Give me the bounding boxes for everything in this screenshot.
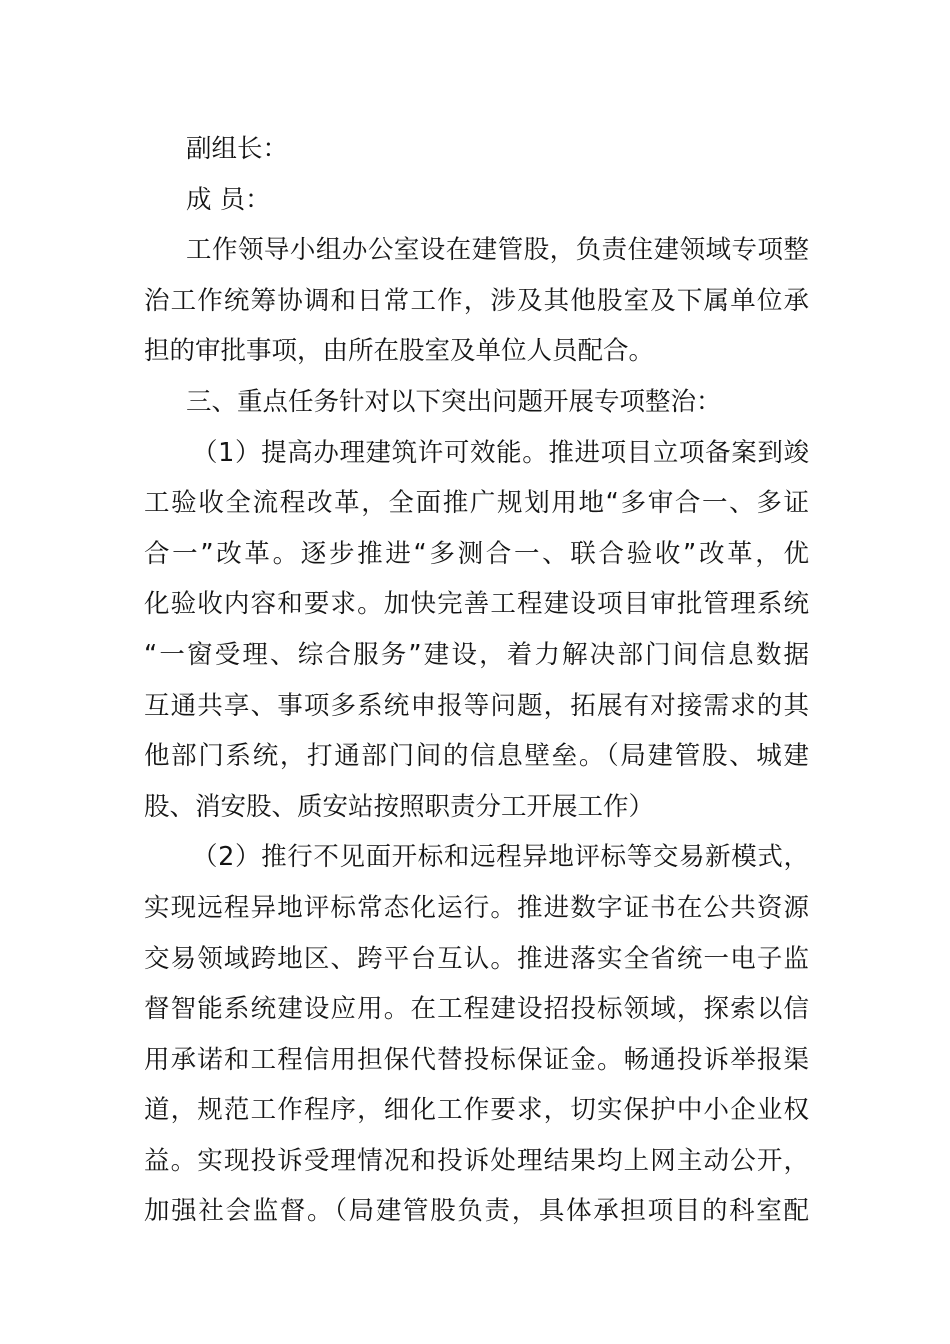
paragraph-line: 督智能系统建设应用。在工程建设招投标领域，探索以信 <box>144 994 809 1025</box>
paragraph-line: 治工作统筹协调和日常工作，涉及其他股室及下属单位承 <box>144 285 809 316</box>
paragraph-line: 交易领域跨地区、跨平台互认。推进落实全省统一电子监 <box>144 943 809 974</box>
paragraph-line: 用承诺和工程信用担保代替投标保证金。畅通投诉举报渠 <box>144 1044 809 1075</box>
members-line: 成 员： <box>186 184 271 215</box>
section-heading: 三、重点任务针对以下突出问题开展专项整治： <box>186 386 722 417</box>
paragraph-line: 工作领导小组办公室设在建管股，负责住建领域专项整 <box>186 235 809 266</box>
paragraph-line: 加强社会监督。（局建管股负责，具体承担项目的科室配 <box>144 1196 809 1227</box>
paragraph-line: 化验收内容和要求。加快完善工程建设项目审批管理系统 <box>144 589 809 620</box>
document-body <box>144 124 809 1237</box>
paragraph-line: “一窗受理、综合服务”建设，着力解决部门间信息数据 <box>144 639 809 670</box>
paragraph-line: 益。实现投诉受理情况和投诉处理结果均上网主动公开， <box>144 1145 809 1176</box>
paragraph-line: 互通共享、事项多系统申报等问题，拓展有对接需求的其 <box>144 690 809 721</box>
paragraph-line: （1）提高办理建筑许可效能。推进项目立项备案到竣 <box>192 437 809 468</box>
paragraph-line: 实现远程异地评标常态化运行。推进数字证书在公共资源 <box>144 892 809 923</box>
deputy-leader-line: 副组长： <box>186 134 289 164</box>
paragraph-line: （2）推行不见面开标和远程异地评标等交易新模式， <box>192 842 809 873</box>
paragraph-line: 他部门系统，打通部门间的信息壁垒。（局建管股、城建 <box>144 741 809 772</box>
paragraph-line: 合一”改革。逐步推进“多测合一、联合验收”改革，优 <box>144 538 809 569</box>
paragraph-line: 工验收全流程改革，全面推广规划用地“多审合一、多证 <box>144 488 809 519</box>
paragraph-line: 道，规范工作程序，细化工作要求，切实保护中小企业权 <box>144 1095 809 1126</box>
paragraph-line: 股、消安股、质安站按照职责分工开展工作） <box>144 791 655 822</box>
paragraph-line: 担的审批事项，由所在股室及单位人员配合。 <box>144 336 655 367</box>
